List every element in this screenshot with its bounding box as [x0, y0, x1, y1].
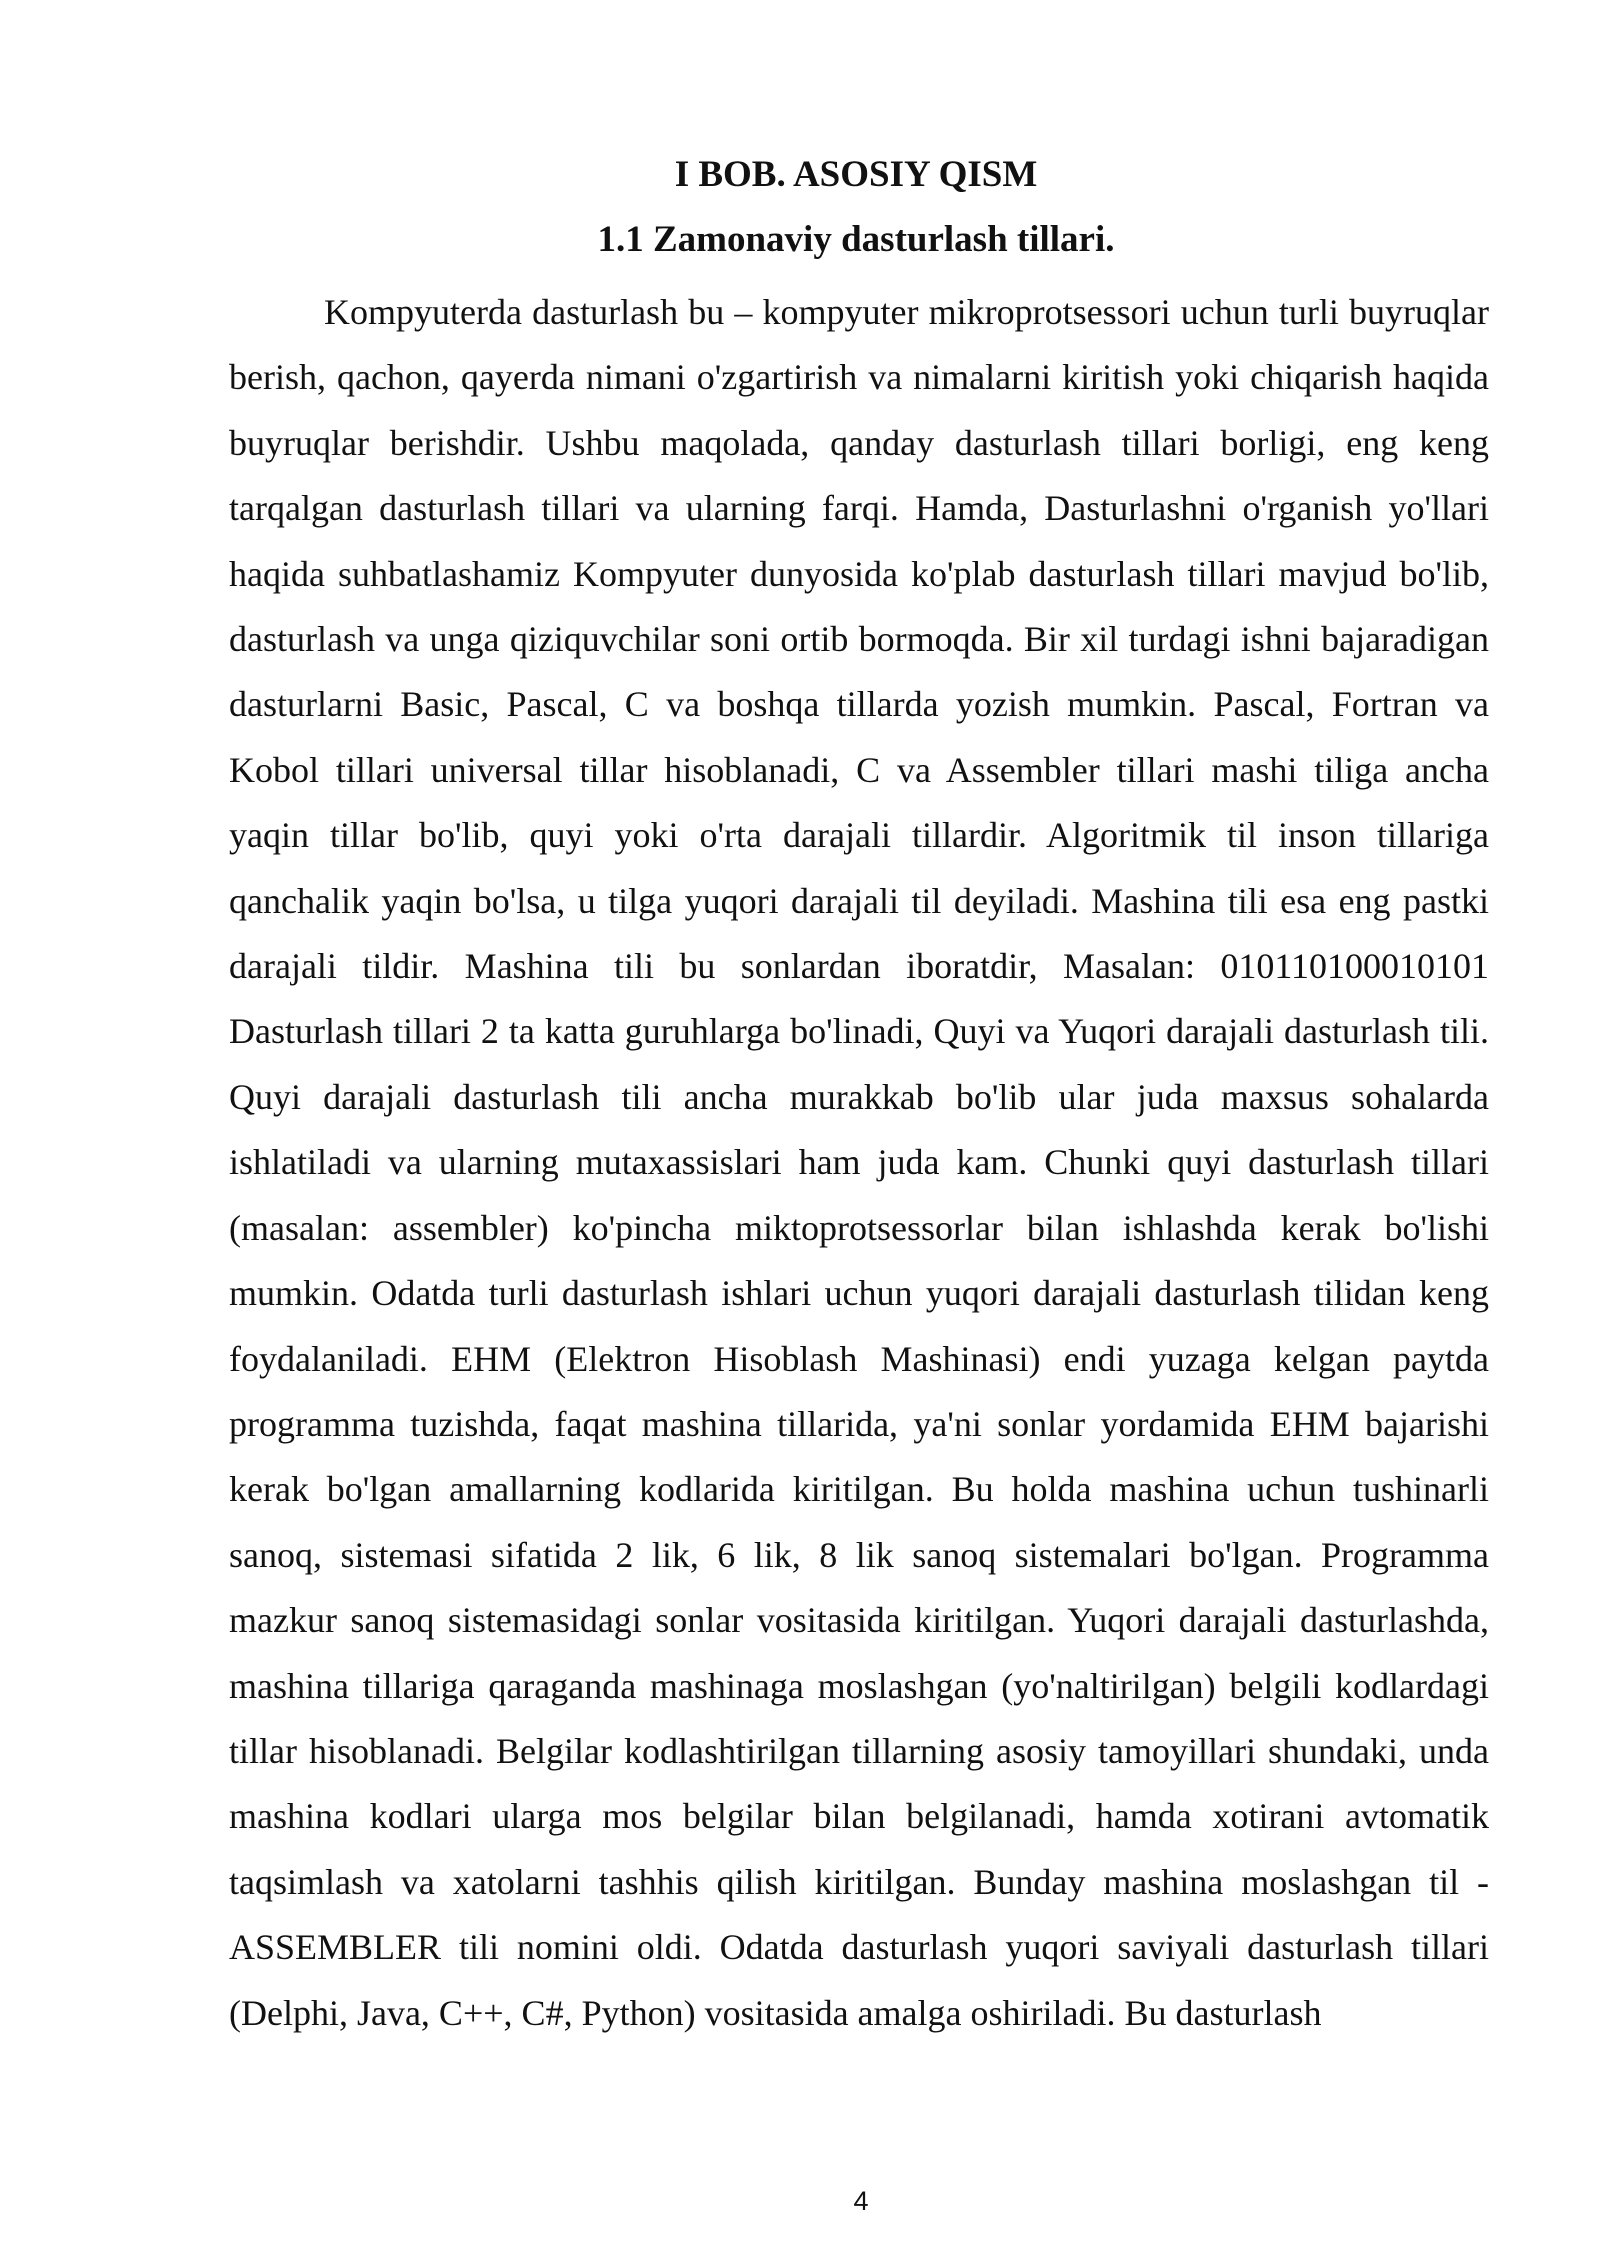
body-paragraph: Kompyuterda dasturlash bu – kompyuter mikroprotsessori uchun turli buyruqlar berish, qachon, qayerda nimani o'zgartirish va nimalarni kiritish yoki chiqarish haqida buyruqlar berishdir. Ushbu maqolada, qanday dasturlash tillari borligi, eng keng tarqalgan dasturlash tillari va ularning farqi. Hamda, Dasturlashni o'rganish yo'llari haqida suhbatlashamiz Kompyuter dunyosida ko'plab dasturlash tillari mavjud bo'lib, dasturlash va unga qiziquvchilar soni ortib bormoqda. Bir xil turdagi ishni bajaradigan dasturlarni Basic, Pascal, C va boshqa tillarda yozish mumkin. Pascal, Fortran va Kobol tillari universal tillar hisoblanadi, C va Assembler tillari mashi tiliga ancha yaqin tillar bo'lib, quyi yoki o'rta darajali tillardir. Algoritmik til inson tillariga qanchalik yaqin bo'lsa, u tilga yuqori darajali til deyiladi. Mashina tili esa eng pastki darajali tildir. Mashina tili bu sonlardan iboratdir, Masalan: 010110100010101 Dasturlash tillari 2 ta katta guruhlarga bo'linadi, Quyi va Yuqori darajali dasturlash tili. Quyi darajali dasturlash tili ancha murakkab bo'lib ular juda maxsus sohalarda ishlatiladi va ularning mutaxassislari ham juda kam. Chunki quyi dasturlash tillari (masalan: assembler) ko'pincha miktoprotsessorlar bilan ishlashda kerak bo'lishi mumkin. Odatda turli dasturlash ishlari uchun yuqori darajali dasturlash tilidan keng foydalaniladi. EHM (Elektron Hisoblash Mashinasi) endi yuzaga kelgan paytda programma tuzishda, faqat mashina tillarida, ya'ni sonlar yordamida EHM bajarishi kerak bo'lgan amallarning kodlarida kiritilgan. Bu holda mashina uchun tushinarli sanoq, sistemasi sifatida 2 lik, 6 lik, 8 lik sanoq sistemalari bo'lgan. Programma mazkur sanoq sistemasidagi sonlar vositasida kiritilgan. Yuqori darajali dasturlashda, mashina tillariga qaraganda mashinaga moslashgan (yo'naltirilgan) belgili kodlardagi tillar hisoblanadi. Belgilar kodlashtirilgan tillarning asosiy tamoyillari shundaki, unda mashina kodlari ularga mos belgilar bilan belgilanadi, hamda xotirani avtomatik taqsimlash va xatolarni tashhis qilish kiritilgan. Bunday mashina moslashgan til - ASSEMBLER tili nomini oldi. Odatda dasturlash yuqori saviyali dasturlash tillari (Delphi, Java, C++, C#, Python) vositasida amalga oshiriladi. Bu dasturlash	[229, 292, 1489, 2033]
section-title: 1.1 Zamonaviy dasturlash tillari.	[597, 219, 1115, 260]
chapter-title: I BOB. ASOSIY QISM	[674, 154, 1038, 195]
page-number: 4	[853, 2186, 869, 2216]
